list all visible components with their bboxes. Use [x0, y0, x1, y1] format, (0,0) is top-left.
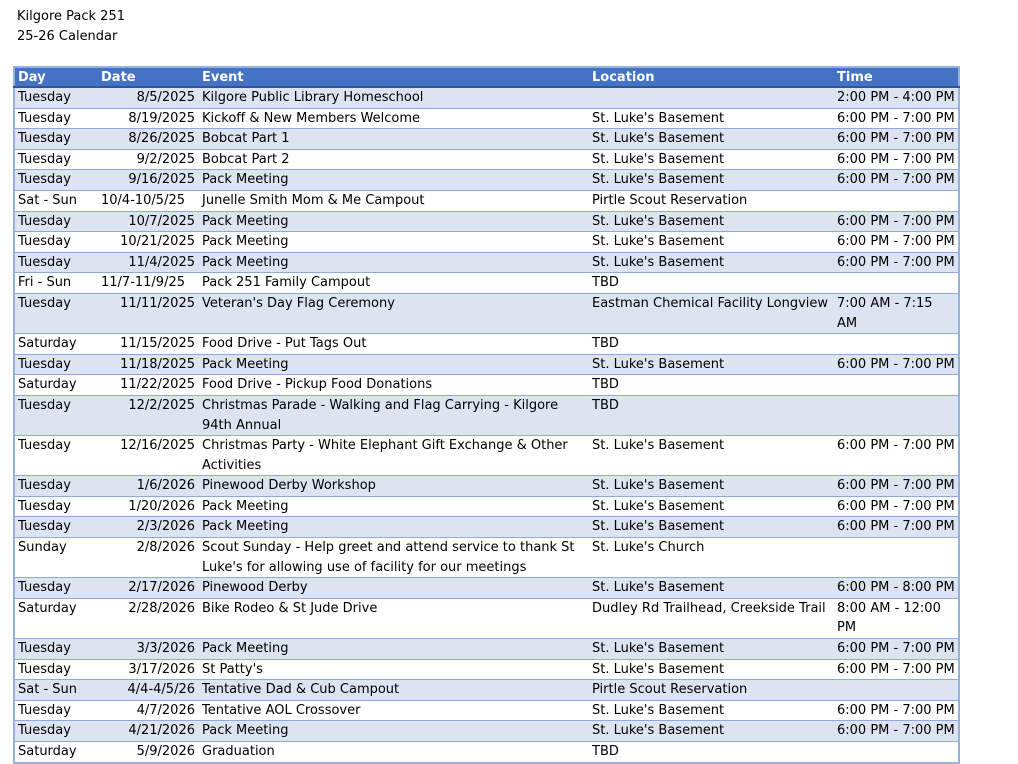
event-cell: Junelle Smith Mom & Me Campout: [199, 190, 589, 211]
location-cell: St. Luke's Basement: [589, 700, 834, 721]
calendar-body: [14, 87, 959, 763]
day-cell: Tuesday: [14, 87, 98, 108]
day-cell: Saturday: [14, 334, 98, 355]
table-row: [14, 436, 959, 476]
document-title: Kilgore Pack 251: [17, 9, 125, 24]
day-cell: Tuesday: [14, 659, 98, 680]
day-cell: Tuesday: [14, 721, 98, 742]
date-cell: 12/2/2025: [98, 395, 199, 435]
time-cell: 6:00 PM - 7:00 PM: [834, 108, 959, 129]
day-cell: Tuesday: [14, 108, 98, 129]
day-cell: Tuesday: [14, 639, 98, 660]
time-cell: 6:00 PM - 7:00 PM: [834, 700, 959, 721]
time-cell: [834, 190, 959, 211]
time-cell: 6:00 PM - 7:00 PM: [834, 354, 959, 375]
time-cell: 6:00 PM - 7:00 PM: [834, 170, 959, 191]
location-cell: TBD: [589, 375, 834, 396]
location-cell: St. Luke's Basement: [589, 639, 834, 660]
day-cell: Tuesday: [14, 129, 98, 150]
time-cell: [834, 680, 959, 701]
time-cell: [834, 395, 959, 435]
location-cell: Pirtle Scout Reservation: [589, 680, 834, 701]
event-cell: Pinewood Derby Workshop: [199, 476, 589, 497]
day-cell: Tuesday: [14, 293, 98, 333]
event-cell: Pack Meeting: [199, 639, 589, 660]
location-cell: St. Luke's Basement: [589, 578, 834, 599]
date-cell: 10/7/2025: [98, 211, 199, 232]
event-cell: Kickoff & New Members Welcome: [199, 108, 589, 129]
event-cell: Kilgore Public Library Homeschool: [199, 87, 589, 108]
table-row: [14, 170, 959, 191]
day-cell: Tuesday: [14, 232, 98, 253]
table-row: [14, 232, 959, 253]
time-cell: 6:00 PM - 7:00 PM: [834, 436, 959, 476]
event-cell: Pack Meeting: [199, 496, 589, 517]
location-cell: St. Luke's Basement: [589, 659, 834, 680]
date-cell: 11/18/2025: [98, 354, 199, 375]
location-cell: St. Luke's Basement: [589, 108, 834, 129]
table-row: [14, 700, 959, 721]
table-row: [14, 517, 959, 538]
date-cell: 3/17/2026: [98, 659, 199, 680]
event-cell: Pack Meeting: [199, 211, 589, 232]
day-cell: Tuesday: [14, 354, 98, 375]
table-row: [14, 680, 959, 701]
event-cell: Christmas Party - White Elephant Gift Exchange & Other Activities: [199, 436, 589, 476]
time-cell: [834, 375, 959, 396]
day-cell: Tuesday: [14, 578, 98, 599]
event-cell: Pinewood Derby: [199, 578, 589, 599]
location-cell: TBD: [589, 395, 834, 435]
location-cell: St. Luke's Basement: [589, 129, 834, 150]
location-cell: St. Luke's Basement: [589, 476, 834, 497]
table-row: [14, 129, 959, 150]
time-cell: 6:00 PM - 7:00 PM: [834, 517, 959, 538]
event-cell: Scout Sunday - Help greet and attend service to thank St Luke's for allowing use of facility for our meetings: [199, 538, 589, 578]
table-row: [14, 273, 959, 294]
time-cell: 6:00 PM - 8:00 PM: [834, 578, 959, 599]
location-cell: [589, 87, 834, 108]
date-cell: 2/17/2026: [98, 578, 199, 599]
location-cell: TBD: [589, 334, 834, 355]
table-row: [14, 639, 959, 660]
column-header-day: Day: [14, 67, 98, 87]
date-cell: 3/3/2026: [98, 639, 199, 660]
table-row: [14, 293, 959, 333]
time-cell: 7:00 AM - 7:15 AM: [834, 293, 959, 333]
day-cell: Tuesday: [14, 170, 98, 191]
day-cell: Sat - Sun: [14, 190, 98, 211]
time-cell: [834, 538, 959, 578]
location-cell: St. Luke's Basement: [589, 496, 834, 517]
date-cell: 11/7-11/9/25: [98, 273, 199, 294]
event-cell: Food Drive - Pickup Food Donations: [199, 375, 589, 396]
table-row: [14, 87, 959, 108]
location-cell: St. Luke's Basement: [589, 149, 834, 170]
location-cell: TBD: [589, 742, 834, 763]
date-cell: 8/19/2025: [98, 108, 199, 129]
day-cell: Tuesday: [14, 476, 98, 497]
event-cell: Bobcat Part 2: [199, 149, 589, 170]
time-cell: [834, 334, 959, 355]
day-cell: Sunday: [14, 538, 98, 578]
column-header-location: Location: [589, 67, 834, 87]
date-cell: 4/4-4/5/26: [98, 680, 199, 701]
event-cell: Bobcat Part 1: [199, 129, 589, 150]
date-cell: 11/4/2025: [98, 252, 199, 273]
event-cell: Tentative AOL Crossover: [199, 700, 589, 721]
document-subtitle: 25-26 Calendar: [17, 29, 118, 44]
time-cell: 6:00 PM - 7:00 PM: [834, 639, 959, 660]
date-cell: 2/28/2026: [98, 598, 199, 638]
day-cell: Tuesday: [14, 395, 98, 435]
event-cell: Pack Meeting: [199, 252, 589, 273]
header-row: [14, 67, 959, 87]
day-cell: Fri - Sun: [14, 273, 98, 294]
event-cell: Pack Meeting: [199, 232, 589, 253]
event-cell: Veteran's Day Flag Ceremony: [199, 293, 589, 333]
time-cell: 6:00 PM - 7:00 PM: [834, 496, 959, 517]
table-row: [14, 252, 959, 273]
event-cell: Food Drive - Put Tags Out: [199, 334, 589, 355]
time-cell: 6:00 PM - 7:00 PM: [834, 476, 959, 497]
date-cell: 8/5/2025: [98, 87, 199, 108]
time-cell: 8:00 AM - 12:00 PM: [834, 598, 959, 638]
day-cell: Tuesday: [14, 252, 98, 273]
location-cell: St. Luke's Basement: [589, 721, 834, 742]
event-cell: Pack Meeting: [199, 354, 589, 375]
date-cell: 2/3/2026: [98, 517, 199, 538]
table-row: [14, 578, 959, 599]
column-header-event: Event: [199, 67, 589, 87]
day-cell: Tuesday: [14, 700, 98, 721]
location-cell: Pirtle Scout Reservation: [589, 190, 834, 211]
table-row: [14, 598, 959, 638]
table-row: [14, 190, 959, 211]
column-header-time: Time: [834, 67, 959, 87]
date-cell: 11/11/2025: [98, 293, 199, 333]
event-cell: St Patty's: [199, 659, 589, 680]
time-cell: 6:00 PM - 7:00 PM: [834, 232, 959, 253]
date-cell: 5/9/2026: [98, 742, 199, 763]
day-cell: Tuesday: [14, 211, 98, 232]
time-cell: [834, 742, 959, 763]
table-row: [14, 334, 959, 355]
time-cell: 6:00 PM - 7:00 PM: [834, 211, 959, 232]
event-cell: Pack 251 Family Campout: [199, 273, 589, 294]
time-cell: [834, 273, 959, 294]
date-cell: 4/7/2026: [98, 700, 199, 721]
day-cell: Saturday: [14, 375, 98, 396]
location-cell: St. Luke's Basement: [589, 170, 834, 191]
event-cell: Pack Meeting: [199, 721, 589, 742]
table-row: [14, 476, 959, 497]
date-cell: 10/21/2025: [98, 232, 199, 253]
day-cell: Tuesday: [14, 517, 98, 538]
day-cell: Saturday: [14, 742, 98, 763]
event-cell: Christmas Parade - Walking and Flag Carrying - Kilgore 94th Annual: [199, 395, 589, 435]
date-cell: 11/22/2025: [98, 375, 199, 396]
date-cell: 9/16/2025: [98, 170, 199, 191]
date-cell: 2/8/2026: [98, 538, 199, 578]
calendar-table: [13, 66, 960, 764]
table-row: [14, 496, 959, 517]
event-cell: Tentative Dad & Cub Campout: [199, 680, 589, 701]
table-row: [14, 211, 959, 232]
time-cell: 6:00 PM - 7:00 PM: [834, 252, 959, 273]
day-cell: Tuesday: [14, 496, 98, 517]
event-cell: Graduation: [199, 742, 589, 763]
date-cell: 11/15/2025: [98, 334, 199, 355]
event-cell: Pack Meeting: [199, 170, 589, 191]
location-cell: St. Luke's Basement: [589, 354, 834, 375]
date-cell: 1/6/2026: [98, 476, 199, 497]
location-cell: St. Luke's Church: [589, 538, 834, 578]
date-cell: 1/20/2026: [98, 496, 199, 517]
location-cell: St. Luke's Basement: [589, 517, 834, 538]
table-row: [14, 395, 959, 435]
date-cell: 4/21/2026: [98, 721, 199, 742]
time-cell: 2:00 PM - 4:00 PM: [834, 87, 959, 108]
event-cell: Pack Meeting: [199, 517, 589, 538]
table-row: [14, 375, 959, 396]
table-row: [14, 354, 959, 375]
event-cell: Bike Rodeo & St Jude Drive: [199, 598, 589, 638]
table-row: [14, 742, 959, 763]
time-cell: 6:00 PM - 7:00 PM: [834, 149, 959, 170]
time-cell: 6:00 PM - 7:00 PM: [834, 659, 959, 680]
date-cell: 10/4-10/5/25: [98, 190, 199, 211]
table-row: [14, 659, 959, 680]
location-cell: Dudley Rd Trailhead, Creekside Trail: [589, 598, 834, 638]
time-cell: 6:00 PM - 7:00 PM: [834, 721, 959, 742]
day-cell: Saturday: [14, 598, 98, 638]
location-cell: St. Luke's Basement: [589, 232, 834, 253]
table-row: [14, 108, 959, 129]
location-cell: St. Luke's Basement: [589, 211, 834, 232]
day-cell: Tuesday: [14, 149, 98, 170]
day-cell: Tuesday: [14, 436, 98, 476]
table-row: [14, 538, 959, 578]
table-row: [14, 721, 959, 742]
column-header-date: Date: [98, 67, 199, 87]
table-row: [14, 149, 959, 170]
location-cell: TBD: [589, 273, 834, 294]
location-cell: St. Luke's Basement: [589, 252, 834, 273]
location-cell: St. Luke's Basement: [589, 436, 834, 476]
date-cell: 12/16/2025: [98, 436, 199, 476]
date-cell: 9/2/2025: [98, 149, 199, 170]
day-cell: Sat - Sun: [14, 680, 98, 701]
date-cell: 8/26/2025: [98, 129, 199, 150]
location-cell: Eastman Chemical Facility Longview: [589, 293, 834, 333]
time-cell: 6:00 PM - 7:00 PM: [834, 129, 959, 150]
